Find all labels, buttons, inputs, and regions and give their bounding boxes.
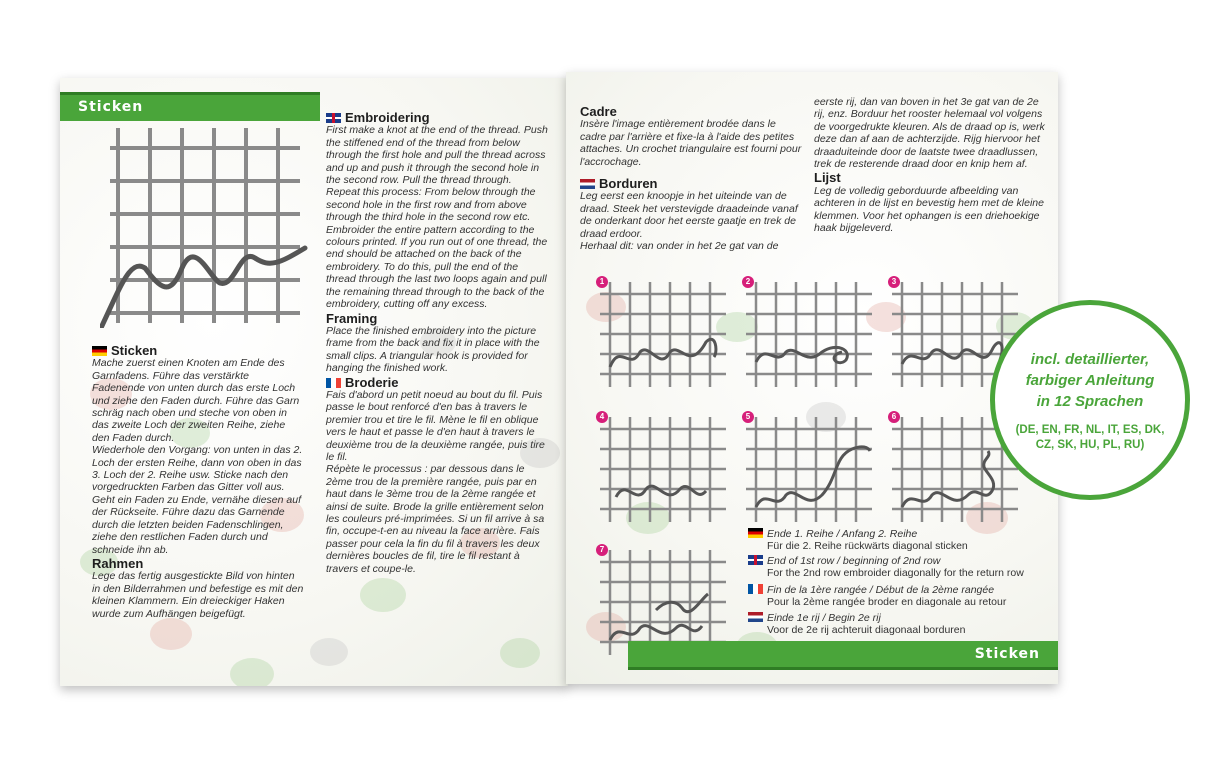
step-number: 1	[596, 276, 608, 288]
cadre-heading: Cadre	[580, 104, 617, 119]
badge-languages-2: CZ, SK, HU, PL, RU)	[1035, 439, 1145, 451]
sticken-heading: Sticken	[111, 343, 158, 358]
legend-row-fr	[748, 584, 1006, 608]
stitch-grid-icon	[742, 407, 882, 527]
legend-row-nl	[748, 612, 965, 636]
legend-line-1: Einde 1e rij / Begin 2e rij	[767, 612, 881, 624]
borduren-paragraph-1: Leg eerst een knoopje in het uiteinde van de draad. Steek het verstevigde draadeinde vanaf de onderkant door het eerste gaatje en trek de draad erdoor.	[580, 190, 798, 240]
embroidering-paragraph-2: Repeat this process: From below through the second hole in the first row and from above through the third hole in the second row etc. Embroider the entire pattern according to the colours printed. If you run out of one thread, the end should be attached on the back of the embroidery. To do this, pull the end of the thread through the last two loops again and pull the remaining thread through to the back of the embroidery, cutting off any excess.	[326, 186, 548, 311]
borduren-continued	[814, 96, 1046, 234]
embroidering-heading: Embroidering	[345, 110, 430, 125]
badge-line-3: in 12 Sprachen	[1036, 393, 1144, 410]
grid-illustration	[100, 118, 330, 328]
step-diagram	[742, 272, 882, 392]
broderie-paragraph-1: Fais d'abord un petit noeud au bout du fil. Puis passe le bout renforcé d'en bas à travers le premier trou et tire le fil. Mène le fil en oblique vers le haut et passe le d'en haut à travers le deuxième trou de la deuxième rangée, puis tire le fil.	[326, 388, 545, 463]
legend-line-1: Ende 1. Reihe / Anfang 2. Reihe	[767, 528, 918, 540]
dutch-flag-icon	[748, 612, 763, 622]
legend-line-2: Pour la 2ème rangée broder en diagonale au retour	[767, 596, 1007, 608]
uk-flag-icon	[326, 113, 341, 123]
sticken-section	[92, 343, 304, 620]
left-page	[60, 78, 568, 686]
uk-flag-icon	[748, 555, 763, 565]
legend-row-gb	[748, 555, 1024, 579]
embroidering-paragraph-1: First make a knot at the end of the thread. Push the stiffened end of the thread from below through the first hole and pull the thread across and up and push it through the second hole in the second row. Pull the thread through.	[326, 124, 548, 187]
embroidering-section	[326, 110, 548, 575]
german-flag-icon	[748, 528, 763, 538]
legend-line-2: For the 2nd row embroider diagonally for the return row	[767, 567, 1024, 579]
stitch-grid-icon	[596, 407, 736, 527]
rahmen-paragraph: Lege das fertig ausgestickte Bild von hinten in den Bilderrahmen und befestige es mit den kleinen Klammern. Ein dreieckiger Haken wurde zum Aufhängen beigefügt.	[92, 570, 304, 620]
borduren-paragraph-3: eerste rij, dan van boven in het 3e gat van de 2e rij, enz. Borduur het rooster helemaal vol volgens de voorgedrukte kleuren. Als de draad op is, werk deze dan af aan de achterzijde. Rijg hiervoor het draaduiteinde door de laatste twee draadlussen, trek de resterende draad door en knip hem af.	[814, 96, 1045, 171]
badge-languages-1: (DE, EN, FR, NL, IT, ES, DK,	[1015, 424, 1165, 436]
legend-line-1: End of 1st row / beginning of 2nd row	[767, 555, 941, 567]
sticken-paragraph-2: Wiederhole den Vorgang: von unten in das 2. Loch der ersten Reihe, dann von oben in das 3. Loch der 2. Reihe usw. Sticke nach den vorgedruckten Farben das Gitter voll aus. Geht ein Faden zu Ende, vernähe diesen auf der Rückseite. Führe dazu das Garnende durch die letzten beiden Fadenschlingen, ziehe den restlichen Faden durch und schneide ihn ab.	[92, 444, 303, 556]
right-page	[566, 72, 1058, 684]
french-flag-icon	[326, 378, 341, 388]
legend-line-1: Fin de la 1ère rangée / Début de la 2ème rangée	[767, 584, 995, 596]
legend-row-de	[748, 528, 968, 552]
badge-line-2: farbiger Anleitung	[1025, 372, 1155, 389]
badge-line-1: incl. detaillierter,	[1030, 351, 1150, 368]
german-flag-icon	[92, 346, 107, 356]
step-number: 6	[888, 411, 900, 423]
framing-heading: Framing	[326, 310, 378, 326]
legend-line-2: Für die 2. Reihe rückwärts diagonal sticken	[767, 540, 968, 552]
rahmen-heading: Rahmen	[92, 555, 144, 571]
stitch-grid-icon	[742, 272, 882, 392]
languages-badge	[990, 300, 1190, 500]
step-diagram	[596, 272, 736, 392]
framing-paragraph: Place the finished embroidery into the picture frame from the back and fix it in place with the small clips. A triangular hook is provided for hanging the finished work.	[326, 324, 540, 375]
borduren-heading: Borduren	[599, 176, 658, 192]
step-number: 5	[742, 411, 754, 423]
lijst-paragraph: Leg de volledig geborduurde afbeelding van achteren in de lijst en bevestig hem met de kleine klemmen. Voor het ophangen is een driehoekige haak bijgeleverd.	[814, 184, 1044, 235]
step-diagram	[596, 407, 736, 527]
step-number: 7	[596, 544, 608, 556]
dutch-flag-icon	[580, 179, 595, 189]
band-title: Sticken	[78, 99, 144, 115]
cadre-section	[580, 104, 802, 252]
step-diagram	[742, 407, 882, 527]
sticken-paragraph-1: Mache zuerst einen Knoten am Ende des Garnfadens. Führe das verstärkte Fadenende von unten durch das erste Loch und ziehe den Faden durch. Führe das Garn schräg nach oben und steche von oben in das zweite Loch der zweiten Reihe, ziehe den Faden durch.	[92, 357, 300, 444]
step-number: 3	[888, 276, 900, 288]
section-band-top	[60, 92, 320, 121]
borduren-paragraph-2: Herhaal dit: van onder in het 2e gat van de	[580, 240, 779, 253]
french-flag-icon	[748, 584, 763, 594]
stitch-grid-icon	[596, 272, 736, 392]
broderie-heading: Broderie	[345, 374, 399, 390]
lijst-heading: Lijst	[814, 170, 841, 186]
section-band-bottom	[628, 641, 1058, 670]
legend-line-2: Voor de 2e rij achteruit diagonaal borduren	[767, 624, 966, 636]
step-number: 4	[596, 411, 608, 423]
step-number: 2	[742, 276, 754, 288]
cadre-paragraph: Insère l'image entièrement brodée dans le cadre par l'arrière et fixe-la à l'aide des petites attaches. Un crochet triangulaire est fourni pour l'accrochage.	[580, 118, 802, 168]
broderie-paragraph-2: Répète le processus : par dessous dans le 2ème trou de la première rangée, puis par en haut dans le 3ème trou de la 2ème rangée et ainsi de suite. Brode la grille entièrement selon les couleurs pré-imprimées. Si un fil arrive à sa fin, occupe-t-en au niveau la face arrière. Fais passer pour cela la fin du fil à travers les deux dernières boucles de fil, tire le fil restant à travers et coupe-le.	[326, 463, 545, 575]
band-title: Sticken	[974, 646, 1040, 662]
